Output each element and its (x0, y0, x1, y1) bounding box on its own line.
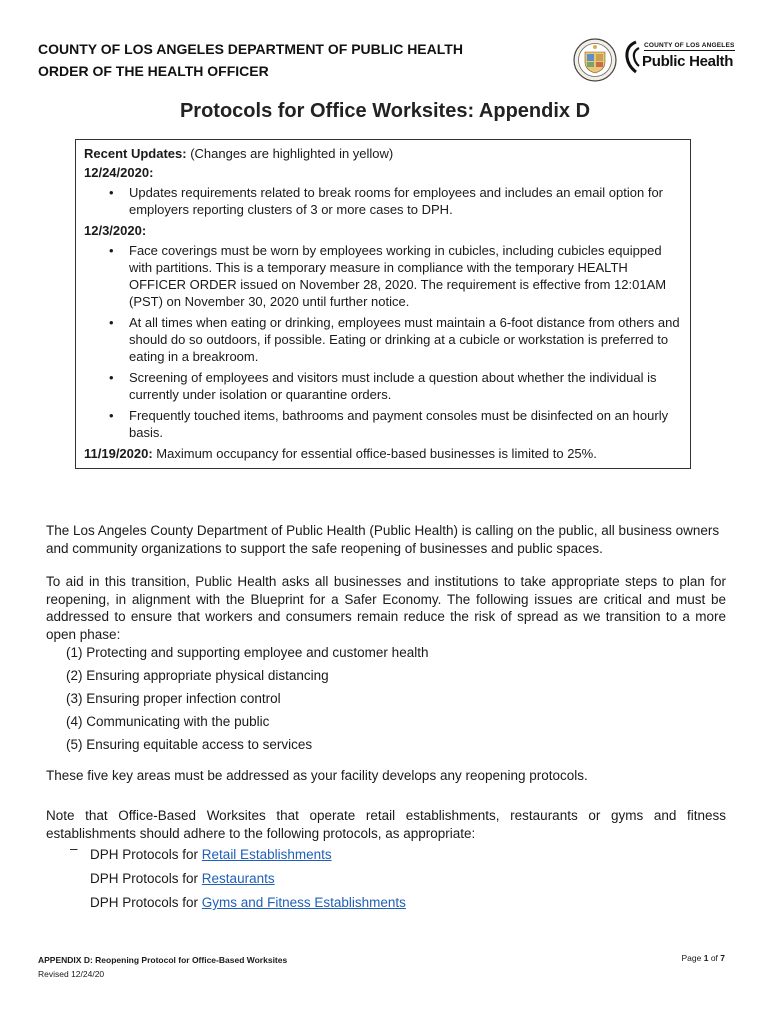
county-seal-icon (573, 38, 617, 82)
update-item: • Frequently touched items, bathrooms and payment consoles must be disinfected on an hourly basis. (109, 408, 669, 440)
document-header (38, 38, 463, 82)
update-item: • Updates requirements related to break rooms for employees and includes an email option for employers reporting clusters of 3 or more cases to DPH. (109, 185, 664, 217)
updates-heading-note: (Changes are highlighted in yellow) (186, 146, 394, 161)
footer-document-name: APPENDIX D: Reopening Protocol for Office-Based Worksites (38, 955, 288, 965)
five-areas-paragraph: These five key areas must be addressed as your facility develops any reopening protocols. (46, 768, 588, 783)
update-list (84, 184, 682, 218)
update-last-text: Maximum occupancy for essential office-based businesses is limited to 25%. (152, 446, 597, 461)
update-item: • Face coverings must be worn by employees working in cubicles, including cubicles equipped with partitions. This is a temporary measure in compliance with the temporary HEALTH OFFICER ORDER issued on November 28, 2020. The requirement is effective from 12:01AM (PST) on November 30, 2020 until further notice. (109, 243, 667, 309)
update-date: 12/24/2020: (84, 165, 154, 180)
update-last-line (84, 445, 682, 462)
update-item-text: Updates requirements related to break rooms for employees and includes an email option for employers reporting clusters of 3 or more cases to DPH. (129, 185, 664, 217)
page-number (682, 953, 726, 963)
update-item: • Screening of employees and visitors must include a question about whether the individual is currently under isolation or quarantine orders. (109, 370, 657, 402)
page-prefix: Page (681, 953, 704, 963)
recent-updates-box (75, 139, 691, 469)
protocol-line (90, 847, 332, 862)
public-health-logo-icon (622, 40, 642, 74)
page-current: 1 (703, 953, 709, 963)
updates-heading (84, 145, 682, 162)
header-line-2: ORDER OF THE HEALTH OFFICER (38, 63, 269, 79)
page-of: of (708, 953, 721, 963)
protocol-prefix: DPH Protocols for (90, 871, 202, 886)
logo-county-text: COUNTY OF LOS ANGELES (644, 42, 735, 49)
key-area-item: (3) Ensuring proper infection control (66, 691, 281, 706)
protocol-line (90, 871, 275, 886)
protocol-prefix: DPH Protocols for (90, 895, 202, 910)
transition-paragraph: To aid in this transition, Public Health asks all businesses and institutions to take appropriate steps to plan for reopening, in alignment with the Blueprint for a Safer Economy. The following issues are critical and must be addressed to ensure that workers and consumers remain reduce the risk of spread as we transition to a more open phase: (46, 574, 726, 642)
retail-establishments-link[interactable]: Retail Establishments (201, 847, 332, 862)
footer-left (38, 953, 287, 981)
update-item-text: Screening of employees and visitors must include a question about whether the individual is currently under isolation or quarantine orders. (129, 370, 657, 402)
update-item-text: Frequently touched items, bathrooms and payment consoles must be disinfected on an hourly basis. (129, 408, 669, 440)
footer-revised-date: Revised 12/24/20 (38, 969, 105, 979)
protocol-prefix: DPH Protocols for (90, 847, 202, 862)
key-area-item: (2) Ensuring appropriate physical distancing (66, 668, 329, 683)
intro-paragraph: The Los Angeles County Department of Public Health (Public Health) is calling on the public, all business owners and community organizations to support the safe reopening of businesses and public spaces. (46, 523, 720, 556)
key-area-item: (4) Communicating with the public (66, 714, 270, 729)
public-health-logo (622, 40, 735, 76)
gyms-fitness-link[interactable]: Gyms and Fitness Establishments (201, 895, 406, 910)
key-areas-list (66, 641, 428, 756)
header-line-1: COUNTY OF LOS ANGELES DEPARTMENT OF PUBLIC HEALTH (38, 41, 463, 57)
page-total: 7 (720, 953, 725, 963)
list-dash: – (70, 841, 78, 856)
key-area-item: (5) Ensuring equitable access to services (66, 737, 313, 752)
update-item-text: At all times when eating or drinking, employees must maintain a 6-foot distance from others and should do so outdoors, if possible. Eating or drinking at a cubicle or workstation is preferred to eating in a breakroom. (129, 315, 680, 364)
key-area-item: (1) Protecting and supporting employee and customer health (66, 645, 429, 660)
note-paragraph: Note that Office-Based Worksites that operate retail establishments, restaurants or gyms and fitness establishments should adhere to the following protocols, as appropriate: (46, 808, 726, 841)
updates-heading-bold: Recent Updates: (84, 146, 187, 161)
update-item: • At all times when eating or drinking, employees must maintain a 6-foot distance from others and should do so outdoors, if possible. Eating or drinking at a cubicle or workstation is preferred to eating in a breakroom. (109, 315, 680, 364)
update-date: 11/19/2020: (84, 446, 153, 461)
update-item-text: Face coverings must be worn by employees working in cubicles, including cubicles equipped with partitions. This is a temporary measure in compliance with the temporary HEALTH OFFICER ORDER issued on November 28, 2020. The requirement is effective from 12:01AM (PST) on November 30, 2020 until further notice. (129, 243, 667, 309)
page-title: Protocols for Office Worksites: Appendix D (179, 100, 591, 122)
logo-public-health-text: Public Health (642, 53, 734, 70)
protocol-line (90, 895, 406, 910)
update-list (84, 242, 682, 441)
update-date: 12/3/2020: (84, 223, 147, 238)
restaurants-link[interactable]: Restaurants (201, 871, 275, 886)
